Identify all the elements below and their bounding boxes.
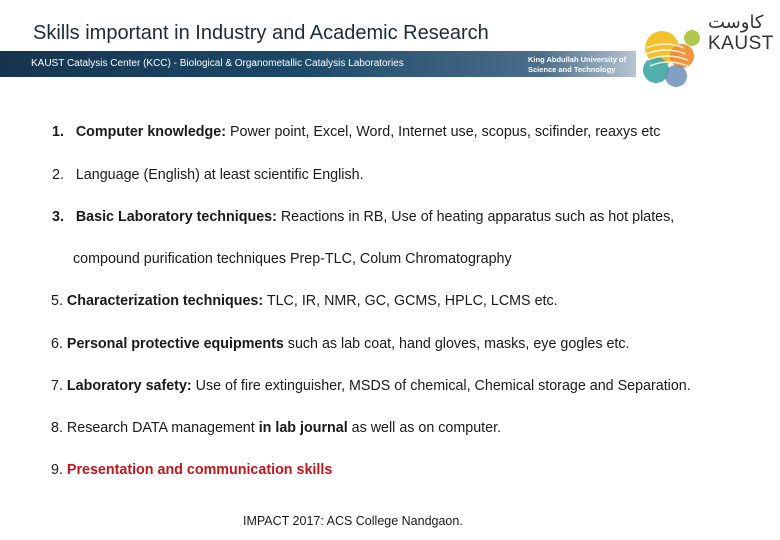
item-bold: Computer knowledge: [75, 124, 226, 140]
item-bold: Characterization techniques: [66, 293, 264, 309]
list-item [51, 336, 630, 352]
footer-text: IMPACT 2017: ACS College Nandgaon. [243, 514, 463, 528]
list-item [51, 378, 691, 394]
list-item [51, 293, 558, 309]
slide-title: Skills important in Industry and Academic Research [33, 22, 489, 44]
university-name [528, 55, 626, 75]
item-text: Language (English) at least scientific English. [75, 167, 364, 183]
item-bold: Laboratory safety: [66, 378, 192, 394]
item-number: 8. [51, 420, 63, 436]
item-bold: in lab journal [258, 420, 348, 436]
item-text-pre: Research DATA management [66, 420, 259, 436]
item-number: 3. [52, 209, 64, 225]
list-item [51, 462, 332, 478]
kaust-logo-icon [636, 18, 708, 98]
item-text: Reactions in RB, Use of heating apparatus such as hot plates, [276, 209, 675, 225]
item-bold: Personal protective equipments [66, 336, 284, 352]
header-subtitle: KAUST Catalysis Center (KCC) - Biological & Organometallic Catalysis Laboratories [31, 58, 404, 69]
item-bold-highlight: Presentation and communication skills [66, 462, 333, 478]
item-text: compound purification techniques Prep-TLC, Colum Chromatography [73, 251, 512, 267]
item-number: 9. [51, 462, 63, 478]
item-text: such as lab coat, hand gloves, masks, eye gogles etc. [283, 336, 630, 352]
item-text: TLC, IR, NMR, GC, GCMS, HPLC, LCMS etc. [263, 293, 558, 309]
logo-wordmark: KAUST [708, 33, 774, 54]
logo-green-circle [684, 30, 700, 46]
item-number: 6. [51, 336, 63, 352]
item-text: Power point, Excel, Word, Internet use, scopus, scifinder, reaxys etc [225, 124, 661, 140]
list-item [52, 124, 660, 140]
item-text: as well as on computer. [347, 420, 502, 436]
list-item [52, 167, 364, 183]
list-item [51, 420, 501, 436]
list-item [52, 209, 674, 225]
item-text: Use of fire extinguisher, MSDS of chemical, Chemical storage and Separation. [191, 378, 691, 394]
university-name-line1: King Abdullah University of [528, 55, 627, 64]
logo-blue-circle [665, 65, 687, 87]
logo-teal-circle [643, 57, 669, 83]
item-number: 5. [51, 293, 63, 309]
item-number: 1. [52, 124, 64, 140]
item-number: 2. [52, 167, 64, 183]
logo-arabic-text: كاوست [708, 12, 764, 33]
kaust-logo [636, 8, 780, 108]
item-number: 7. [51, 378, 63, 394]
list-item-continuation [73, 251, 512, 267]
item-bold: Basic Laboratory techniques: [75, 209, 277, 225]
university-name-line2: Science and Technology [528, 65, 616, 74]
